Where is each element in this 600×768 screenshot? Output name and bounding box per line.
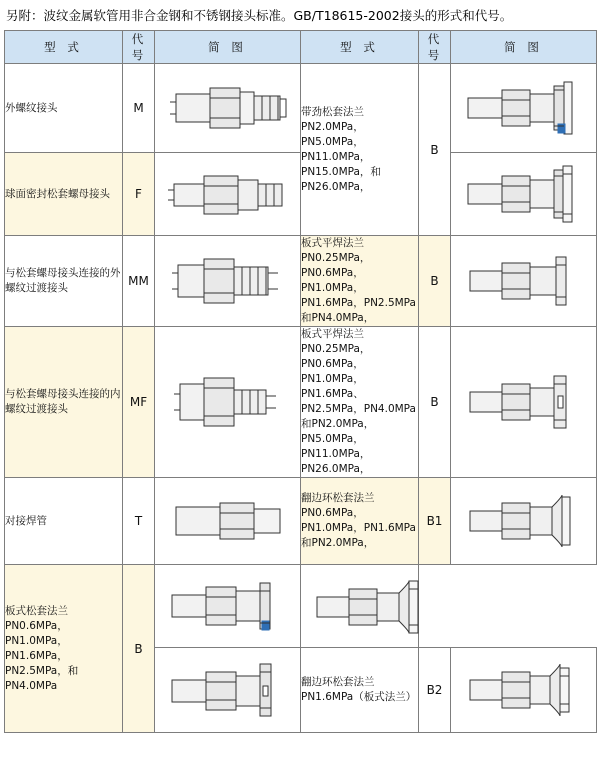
right-figure-3 — [451, 327, 597, 478]
right-code-4: B1 — [419, 478, 451, 565]
left-type-2: 球面密封松套螺母接头 — [5, 153, 123, 236]
right-type-2: 板式平焊法兰 PN0.25MPa，PN0.6MPa，PN1.0MPa，PN1.6MPa，PN2.5MPa和PN4.0MPa， — [301, 236, 419, 327]
left-type-6: 板式松套法兰 PN0.6MPa，PN1.0MPa，PN1.6MPa，PN2.5MPa，和PN4.0MPa — [5, 565, 123, 733]
right-type-3: 板式平焊法兰 PN0.25MPa，PN0.6MPa，PN1.0MPa，PN1.6MPa、PN2.5MPa，PN4.0MPa和PN2.0MPa，PN5.0MPa，PN11.0MPa，PN26.0MPa， — [301, 327, 419, 478]
right-figure-5 — [451, 648, 597, 733]
table-row — [5, 236, 597, 327]
left-code-2: F — [123, 153, 155, 236]
header-type-left: 型 式 — [5, 31, 123, 64]
left-code-6: B — [123, 565, 155, 733]
header-code-right: 代 号 — [419, 31, 451, 64]
left-type-1: 外螺纹接头 — [5, 64, 123, 153]
left-figure-3 — [155, 236, 301, 327]
left-code-3: MM — [123, 236, 155, 327]
table-row — [5, 565, 597, 648]
left-figure-6 — [155, 565, 301, 648]
left-type-5: 对接焊管 — [5, 478, 123, 565]
right-figure-4 — [451, 478, 597, 565]
header-code-left: 代 号 — [123, 31, 155, 64]
right-code-2: B — [419, 236, 451, 327]
left-figure-1 — [155, 64, 301, 153]
left-type-4: 与松套螺母接头连接的内螺纹过渡接头 — [5, 327, 123, 478]
left-figure-5 — [155, 478, 301, 565]
right-code-3: B — [419, 327, 451, 478]
left-code-5: T — [123, 478, 155, 565]
table-row — [5, 478, 597, 565]
left-figure-2 — [155, 153, 301, 236]
left-figure-6b — [155, 648, 301, 733]
right-type-5: 翻边环松套法兰 PN1.6MPa（板式法兰） — [301, 648, 419, 733]
left-figure-4 — [155, 327, 301, 478]
header-figure-right: 简 图 — [451, 31, 597, 64]
right-figure-1b — [451, 153, 597, 236]
right-code-1: B — [419, 64, 451, 236]
right-figure-1 — [451, 64, 597, 153]
table-row — [5, 327, 597, 478]
right-type-4: 翻边环松套法兰 PN0.6MPa，PN1.0MPa，PN1.6MPa和PN2.0MPa， — [301, 478, 419, 565]
header-type-right: 型 式 — [301, 31, 419, 64]
right-type-1: 带劲松套法兰 PN2.0MPa，PN5.0MPa，PN11.0MPa，PN15.0MPa，和PN26.0MPa， — [301, 64, 419, 236]
left-code-1: M — [123, 64, 155, 153]
right-figure-2 — [451, 236, 597, 327]
table-row — [5, 64, 597, 153]
right-figure-4b — [301, 565, 419, 648]
table-header-row — [5, 31, 597, 64]
left-type-3: 与松套螺母接头连接的外螺纹过渡接头 — [5, 236, 123, 327]
page-title: 另附：波纹金属软管用非合金钢和不锈钢接头标准。GB/T18615-2002接头的形式和代号。 — [6, 8, 513, 23]
right-code-5: B2 — [419, 648, 451, 733]
header-figure-left: 简 图 — [155, 31, 301, 64]
fittings-table — [4, 30, 597, 733]
left-code-4: MF — [123, 327, 155, 478]
